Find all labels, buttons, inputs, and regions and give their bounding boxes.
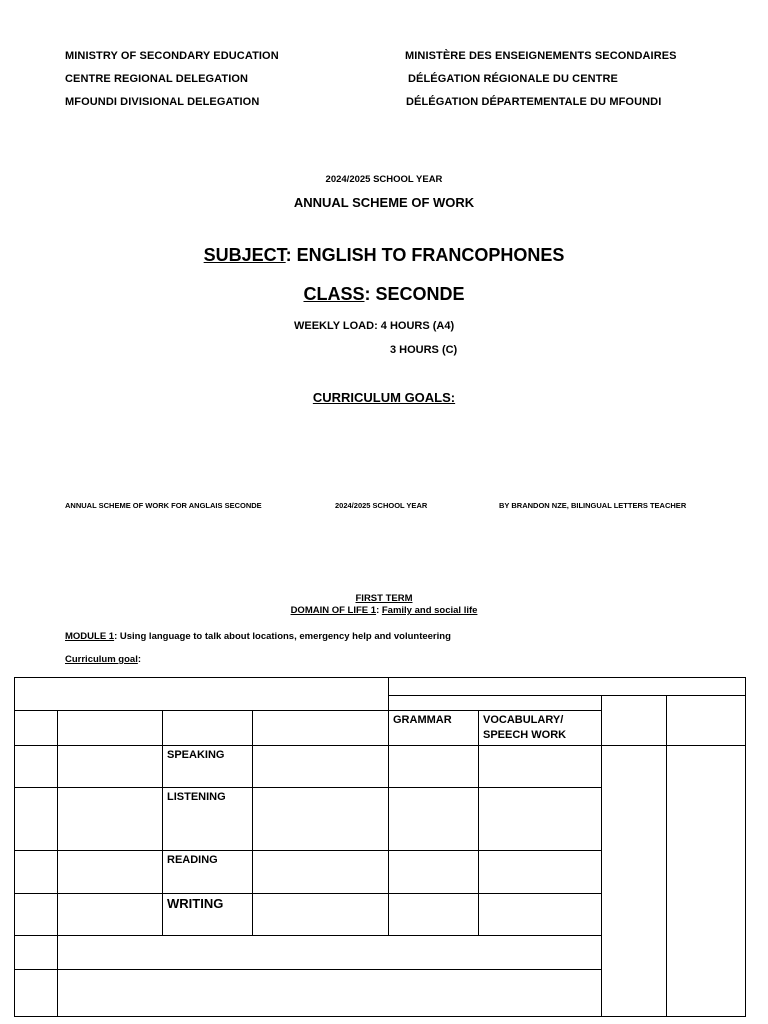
- table-cell: [58, 851, 163, 894]
- table-cell: [389, 696, 602, 711]
- table-cell: [479, 746, 602, 788]
- module-label: MODULE 1: [65, 631, 115, 642]
- footer-center: 2024/2025 SCHOOL YEAR: [335, 501, 428, 510]
- table-cell: [15, 851, 58, 894]
- table-cell: [389, 746, 479, 788]
- weekly-load-line-2: 3 HOURS (C): [390, 344, 458, 356]
- table-cell: [253, 894, 389, 936]
- subject-label: SUBJECT: [203, 245, 286, 265]
- header-right-line-2: DÉLÉGATION RÉGIONALE DU CENTRE: [408, 73, 618, 85]
- domain-value: Family and social life: [381, 605, 478, 616]
- table-cell: [389, 678, 746, 696]
- curriculum-goal-line: [65, 654, 141, 665]
- table-cell: [667, 696, 746, 746]
- table-cell: [15, 711, 58, 746]
- footer-left: ANNUAL SCHEME OF WORK FOR ANGLAIS SECONDE: [65, 501, 262, 510]
- table-row: [15, 678, 746, 696]
- table-cell: [58, 788, 163, 851]
- table-cell: [58, 970, 602, 1017]
- table-cell: [389, 894, 479, 936]
- vocabulary-header: VOCABULARY/ SPEECH WORK: [479, 711, 602, 746]
- document-title: ANNUAL SCHEME OF WORK: [293, 195, 475, 210]
- table-cell: [15, 936, 58, 970]
- table-cell: [58, 746, 163, 788]
- skill-listening: LISTENING: [163, 788, 253, 851]
- domain-label: DOMAIN OF LIFE 1: [290, 605, 377, 616]
- class-label: CLASS: [303, 284, 365, 304]
- domain-line: [0, 605, 768, 616]
- subject-value: : ENGLISH TO FRANCOPHONES: [285, 245, 565, 265]
- table-row: [15, 746, 746, 788]
- table-cell: [479, 788, 602, 851]
- table-cell: [667, 746, 746, 1017]
- table-cell: [15, 894, 58, 936]
- school-year: 2024/2025 SCHOOL YEAR: [325, 174, 443, 185]
- header-right-line-1: MINISTÈRE DES ENSEIGNEMENTS SECONDAIRES: [405, 50, 677, 62]
- table-cell: [253, 746, 389, 788]
- skill-speaking: SPEAKING: [163, 746, 253, 788]
- table-cell: [479, 851, 602, 894]
- skill-writing: WRITING: [163, 894, 253, 936]
- subject-line: [0, 245, 768, 266]
- module-line: [65, 631, 451, 642]
- scheme-table: [14, 677, 746, 1017]
- table-cell: [253, 711, 389, 746]
- curriculum-goal-label: Curriculum goal: [65, 654, 138, 665]
- table-cell: [253, 788, 389, 851]
- table-cell: [479, 894, 602, 936]
- class-line: [0, 284, 768, 305]
- domain-separator: :: [376, 605, 382, 616]
- table-cell: [15, 788, 58, 851]
- table-cell: [389, 788, 479, 851]
- term-title: FIRST TERM: [355, 593, 413, 604]
- module-value: : Using language to talk about locations, emergency help and volunteering: [114, 631, 451, 642]
- class-value: : SECONDE: [364, 284, 465, 304]
- header-left-line-1: MINISTRY OF SECONDARY EDUCATION: [65, 50, 279, 62]
- header-right-line-3: DÉLÉGATION DÉPARTEMENTALE DU MFOUNDI: [406, 96, 662, 108]
- grammar-header: GRAMMAR: [389, 711, 479, 746]
- table-cell: [602, 696, 667, 746]
- curriculum-goal-separator: :: [137, 654, 142, 665]
- table-cell: [58, 711, 163, 746]
- header-left-line-3: MFOUNDI DIVISIONAL DELEGATION: [65, 96, 260, 108]
- header-left-line-2: CENTRE REGIONAL DELEGATION: [65, 73, 249, 85]
- table-cell: [15, 746, 58, 788]
- curriculum-goals-heading: CURRICULUM GOALS:: [312, 390, 456, 405]
- weekly-load-line-1: WEEKLY LOAD: 4 HOURS (A4): [294, 320, 455, 332]
- table-cell: [163, 711, 253, 746]
- skill-reading: READING: [163, 851, 253, 894]
- table-cell: [15, 678, 389, 711]
- table-cell: [389, 851, 479, 894]
- table-cell: [58, 894, 163, 936]
- table-cell: [602, 746, 667, 1017]
- table-cell: [253, 851, 389, 894]
- footer-right: BY BRANDON NZE, BILINGUAL LETTERS TEACHER: [499, 501, 687, 510]
- table-cell: [58, 936, 602, 970]
- table-cell: [15, 970, 58, 1017]
